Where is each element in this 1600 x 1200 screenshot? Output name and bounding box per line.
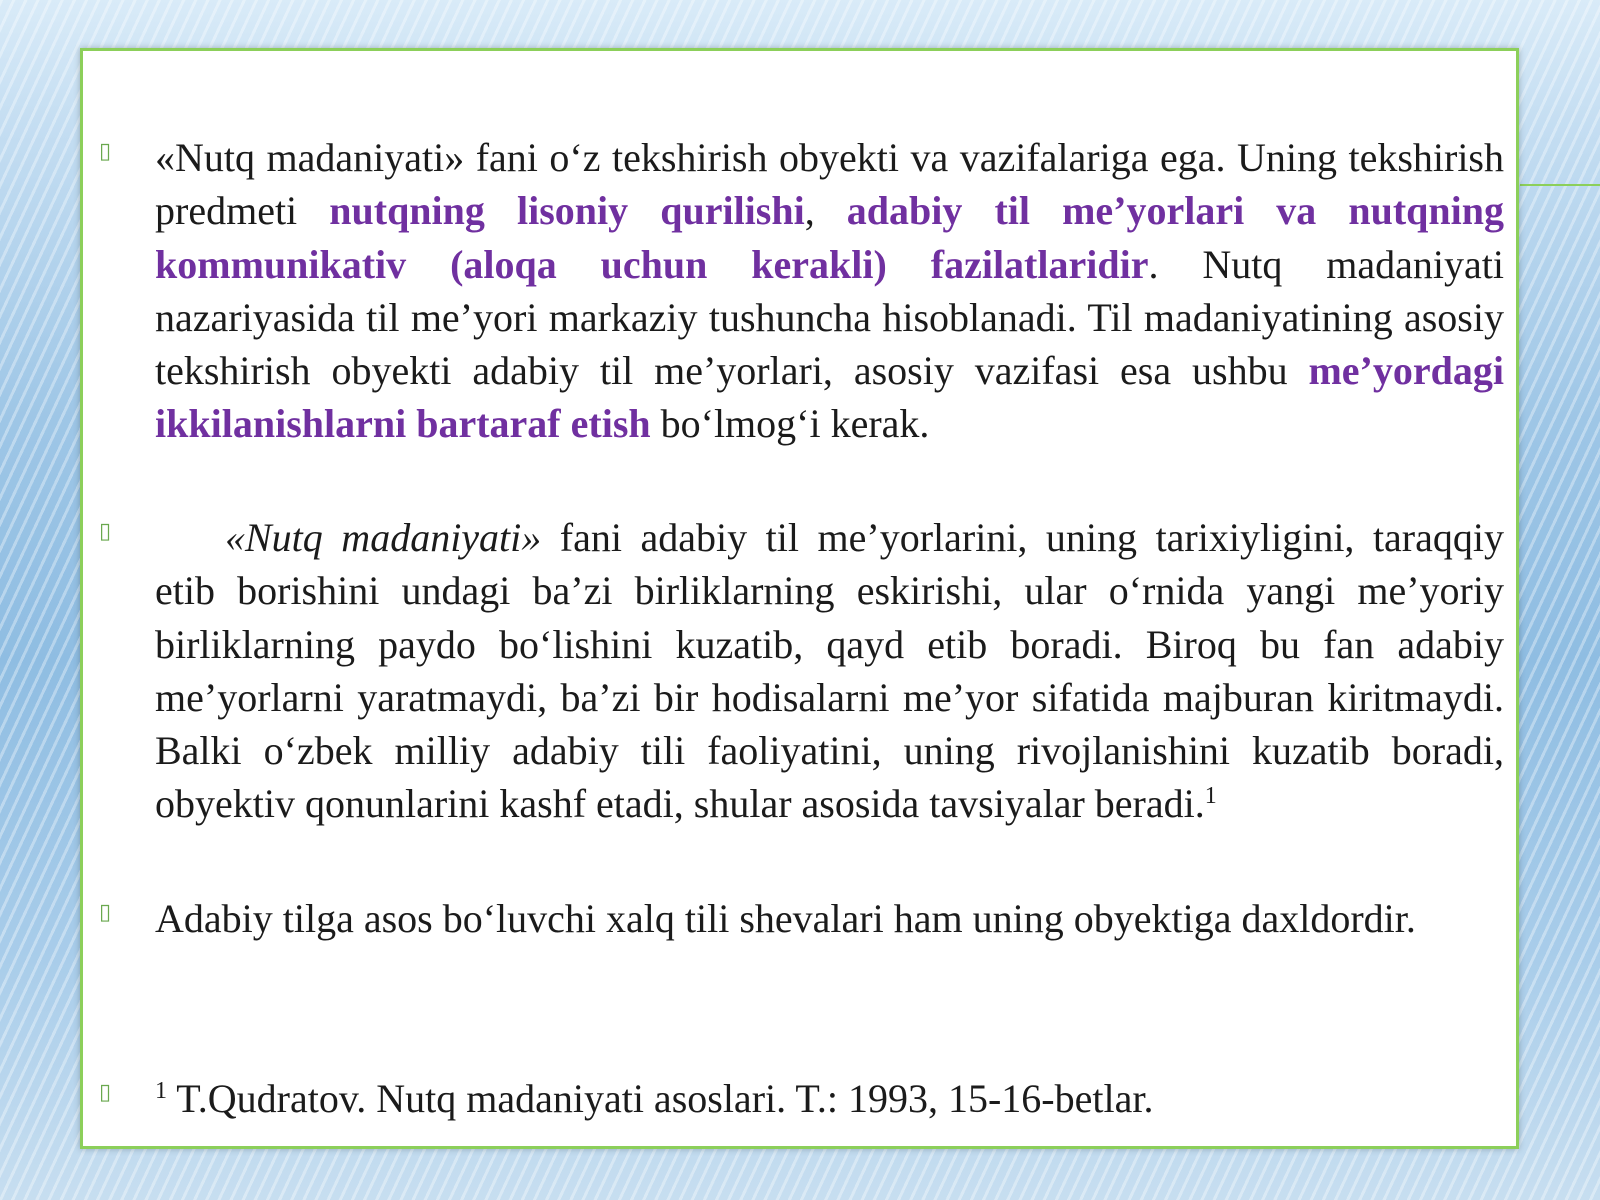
para1-text-4: bo‘lmog‘i kerak. [650, 401, 930, 447]
para1-highlight-2: adabiy til me’yorlari va nutqning kommunikativ (aloqa uchun kerakli) fazilatlaridir [155, 188, 1505, 287]
bullet-icon: ▯ [99, 900, 112, 925]
bullet-icon: ▯ [99, 139, 112, 164]
slide-content-frame [80, 48, 1519, 1149]
para3-text: Adabiy tilga asos bo‘luvchi xalq tili shevalari ham uning obyektiga daxldordir. [155, 896, 1416, 941]
para2-italic-title: «Nutq madaniyati» [225, 515, 542, 560]
footnote-reference: 1 [1204, 783, 1217, 810]
para1-text-2: , [804, 188, 847, 234]
para1-highlight-3: me’yordagi ikkilanishlarni bartaraf etish [155, 348, 1504, 447]
bullet-icon: ▯ [99, 1080, 112, 1105]
para1-highlight-1: nutqning lisoniy qurilishi [329, 188, 805, 234]
footnote-text: T.Qudratov. Nutq madaniyati asoslari. T.: 1993, 15-16-betlar. [167, 1076, 1154, 1121]
paragraph-1 [99, 131, 1505, 451]
bullet-icon: ▯ [99, 519, 112, 544]
paragraph-2 [99, 511, 1504, 831]
para1-text-3: . Nutq madaniyati nazariyasida til me’yori markaziy tushuncha hisoblanadi. Til madaniyatining asosiy tekshirish obyekti adabiy til me’yorlari, asosiy vazifasi esa ushbu [155, 241, 1504, 394]
para1-text-1: «Nutq madaniyati» fani o‘z tekshirish obyekti va vazifalariga ega. Uning tekshirish predmeti [155, 135, 1504, 234]
para2-text: fani adabiy til me’yorlarini, uning tarixiyligini, taraqqiy etib borishini undagi ba’zi birliklarning eskirishi, ular o‘rnida yangi me’yoriy birliklarning paydo bo‘lishini kuzatib, qayd etib boradi. Biroq bu fan adabiy me’yorlarni yaratmaydi, ba’zi bir hodisalarni me’yor sifatida majburan kiritmaydi. Balki o‘zbek milliy adabiy tili faoliyatini, uning rivojlanishini kuzatib boradi, obyektiv qonunlarini kashf etadi, shular asosida tavsiyalar beradi. [155, 515, 1504, 827]
paragraph-3 [99, 892, 1504, 945]
footnote-mark: 1 [155, 1078, 167, 1104]
accent-line [1520, 184, 1600, 186]
footnote [99, 1072, 1504, 1125]
